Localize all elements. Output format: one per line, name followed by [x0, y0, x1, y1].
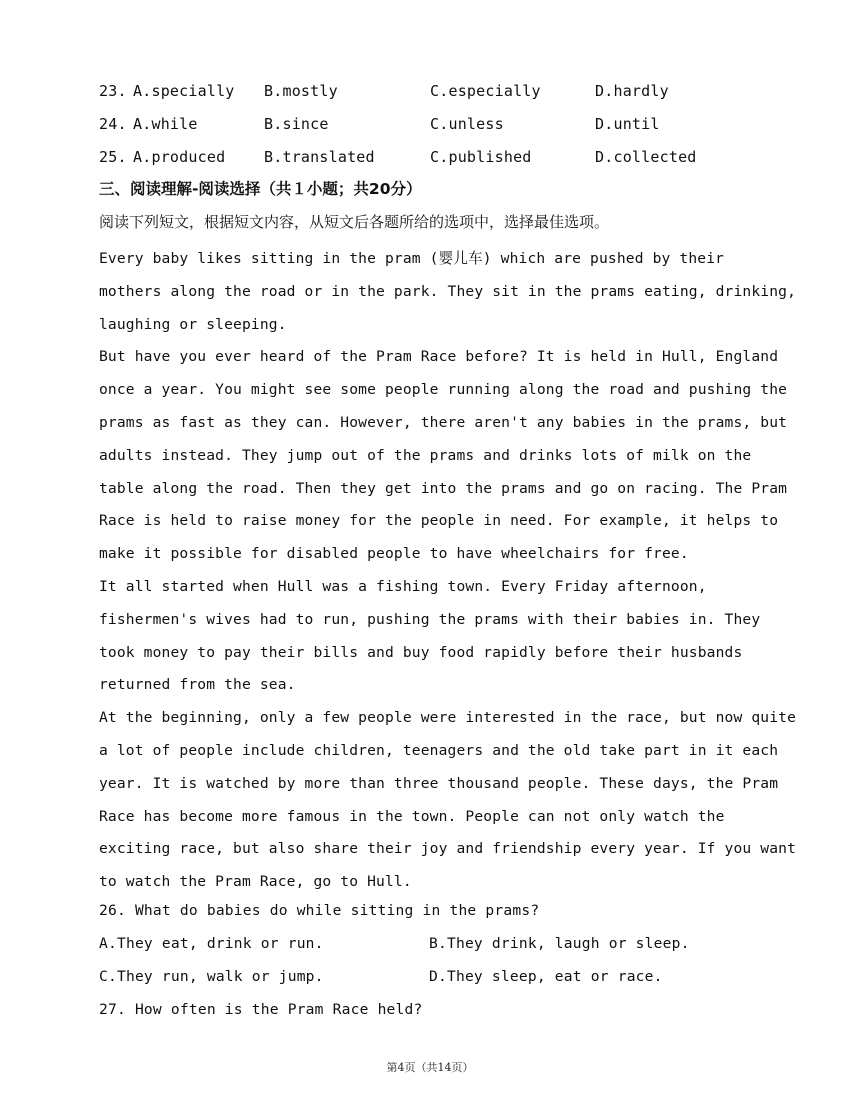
option-a: A.produced: [133, 148, 226, 166]
passage-line: prams as fast as they can. However, there aren't any babies in the prams, but: [99, 413, 788, 431]
passage-line: a lot of people include children, teenagers and the old take part in it each: [99, 741, 779, 759]
passage-line: Race is held to raise money for the people in need. For example, it helps to: [99, 512, 779, 530]
passage-line: took money to pay their bills and buy food rapidly before their husbands: [99, 643, 743, 661]
passage-line: adults instead. They jump out of the prams and drinks lots of milk on the: [99, 446, 752, 464]
option-a: A.while: [133, 115, 198, 133]
question-number: 24.: [99, 115, 127, 133]
question-26-options-row-2: [99, 966, 764, 988]
option-c: C.published: [430, 148, 532, 166]
passage-line: fishermen's wives had to run, pushing the prams with their babies in. They: [99, 610, 761, 628]
passage-line: table along the road. Then they get into the prams and go on racing. The Pram: [99, 479, 788, 497]
option-c: C.especially: [430, 82, 541, 100]
question-26: 26. What do babies do while sitting in the prams?: [99, 902, 540, 919]
passage-line: But have you ever heard of the Pram Race before? It is held in Hull, England: [99, 348, 779, 366]
reading-passage: [99, 243, 797, 899]
passage-line: Race has become more famous in the town. People can not only watch the: [99, 807, 725, 825]
passage-line: year. It is watched by more than three thousand people. These days, the Pram: [99, 774, 779, 792]
passage-line: exciting race, but also share their joy and friendship every year. If you want: [99, 840, 797, 858]
passage-line: mothers along the road or in the park. They sit in the prams eating, drinking,: [99, 282, 797, 300]
option-a: A.They eat, drink or run.: [99, 935, 324, 952]
passage-line: Every baby likes sitting in the pram (婴儿车) which are pushed by their: [99, 250, 725, 267]
question-number: 25.: [99, 148, 127, 166]
passage-line: once a year. You might see some people running along the road and pushing the: [99, 381, 788, 399]
passage-line: returned from the sea.: [99, 676, 296, 694]
passage-line: make it possible for disabled people to have wheelchairs for free.: [99, 545, 689, 563]
option-c: C.They run, walk or jump.: [99, 968, 324, 985]
option-d: D.hardly: [595, 82, 669, 100]
section-heading: 三、阅读理解-阅读选择（共１小题；共20分）: [99, 180, 422, 198]
passage-line: It all started when Hull was a fishing town. Every Friday afternoon,: [99, 577, 707, 595]
option-b: B.mostly: [264, 82, 338, 100]
option-a: A.specially: [133, 82, 235, 100]
passage-line: At the beginning, only a few people were interested in the race, but now quite: [99, 709, 797, 727]
question-27: 27. How often is the Pram Race held?: [99, 1001, 423, 1018]
option-d: D.They sleep, eat or race.: [429, 968, 663, 985]
question-number: 23.: [99, 82, 127, 100]
option-d: D.until: [595, 115, 660, 133]
passage-line: laughing or sleeping.: [99, 315, 287, 333]
option-b: B.They drink, laugh or sleep.: [429, 935, 690, 952]
option-c: C.unless: [430, 115, 504, 133]
option-b: B.since: [264, 115, 329, 133]
option-b: B.translated: [264, 148, 375, 166]
instruction-text: 阅读下列短文，根据短文内容，从短文后各题所给的选项中，选择最佳选项。: [99, 213, 610, 231]
page-footer: 第4页（共14页）: [386, 1061, 474, 1074]
option-d: D.collected: [595, 148, 697, 166]
question-26-options-row-1: [99, 933, 764, 955]
passage-line: to watch the Pram Race, go to Hull.: [99, 873, 412, 891]
